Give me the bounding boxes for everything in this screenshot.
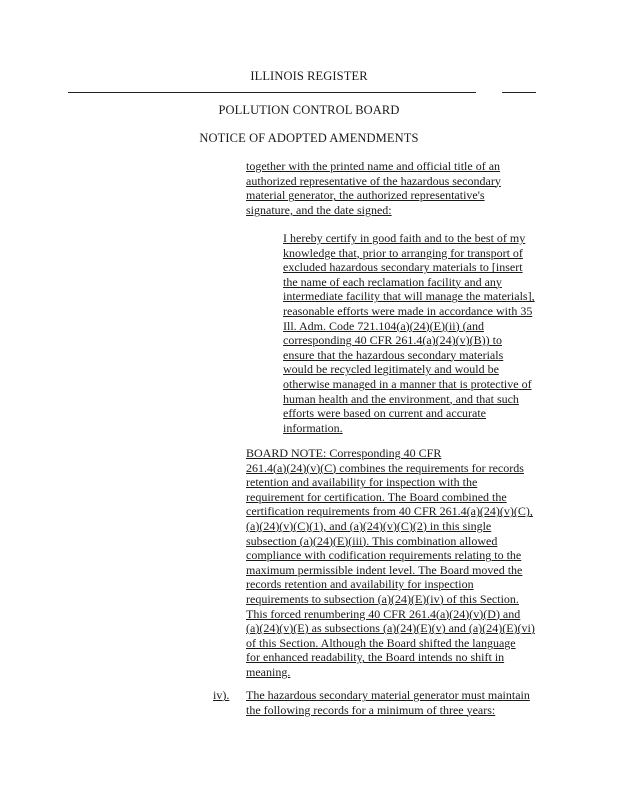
intro-paragraph	[246, 159, 546, 217]
text-line: would be recycled legitimately and would be	[283, 362, 499, 377]
text-line: reasonable efforts were made in accordance with 35	[283, 303, 533, 318]
text-line: signature, and the date signed:	[246, 202, 392, 217]
text-line: otherwise managed in a manner that is protective of	[283, 376, 532, 391]
header-rule-gap	[476, 88, 502, 96]
text-line: knowledge that, prior to arranging for transport of	[283, 245, 523, 260]
text-line: (a)(24)(v)(C)(1), and (a)(24)(v)(C)(2) in this single	[246, 518, 492, 533]
text-line: the following records for a minimum of three years:	[246, 702, 496, 717]
text-line: retention and availability for inspection with the	[246, 475, 478, 490]
item-iv-paragraph	[246, 688, 546, 717]
text-line: requirements to subsection (a)(24)(E)(iv) of this Section.	[246, 591, 519, 606]
text-line: material generator, the authorized representative's	[246, 188, 485, 203]
text-line: Ill. Adm. Code 721.104(a)(24)(E)(ii) (and	[283, 318, 484, 333]
text-line: subsection (a)(24)(E)(iii). This combination allowed	[246, 533, 498, 548]
item-label: iv).	[213, 688, 230, 702]
text-line: (a)(24)(v)(E) as subsections (a)(24)(E)(v) and (a)(24)(E)(vi)	[246, 621, 535, 636]
certification-statement	[283, 231, 553, 435]
text-line: excluded hazardous secondary materials to [insert	[283, 260, 523, 275]
text-line: for enhanced readability, the Board intends no shift in	[246, 650, 505, 665]
text-line: maximum permissible indent level. The Board moved the	[246, 562, 523, 577]
text-line: authorized representative of the hazardous secondary	[246, 173, 501, 188]
board-note	[246, 446, 546, 680]
text-line: This forced renumbering 40 CFR 261.4(a)(24)(v)(D) and	[246, 606, 521, 621]
text-line: efforts were based on current and accurate	[283, 406, 487, 421]
text-line: together with the printed name and official title of an	[246, 159, 501, 173]
text-line: BOARD NOTE: Corresponding 40 CFR	[246, 446, 442, 460]
text-line: I hereby certify in good faith and to the best of my	[283, 231, 526, 245]
register-title: ILLINOIS REGISTER	[250, 69, 368, 83]
text-line: records retention and availability for inspection	[246, 577, 474, 592]
text-line: corresponding 40 CFR 261.4(a)(24)(v)(B)) to	[283, 333, 502, 348]
text-line: The hazardous secondary material generator must maintain	[246, 688, 530, 702]
text-line: intermediate facility that will manage the materials],	[283, 289, 535, 304]
text-line: the name of each reclamation facility and any	[283, 274, 502, 289]
board-name: POLLUTION CONTROL BOARD	[218, 103, 400, 117]
text-line: certification requirements from 40 CFR 261.4(a)(24)(v)(C),	[246, 504, 533, 519]
text-line: ensure that the hazardous secondary materials	[283, 347, 504, 362]
text-line: compliance with codification requirements relating to the	[246, 548, 522, 563]
text-line: requirement for certification. The Board combined the	[246, 489, 507, 504]
text-line: meaning.	[246, 664, 291, 679]
notice-heading: NOTICE OF ADOPTED AMENDMENTS	[199, 131, 419, 145]
text-line: 261.4(a)(24)(v)(C) combines the requirements for records	[246, 460, 524, 475]
text-line: human health and the environment, and that such	[283, 391, 519, 406]
text-line: of this Section. Although the Board shifted the language	[246, 635, 516, 650]
header-rule	[68, 92, 536, 93]
text-line: information.	[283, 420, 343, 435]
